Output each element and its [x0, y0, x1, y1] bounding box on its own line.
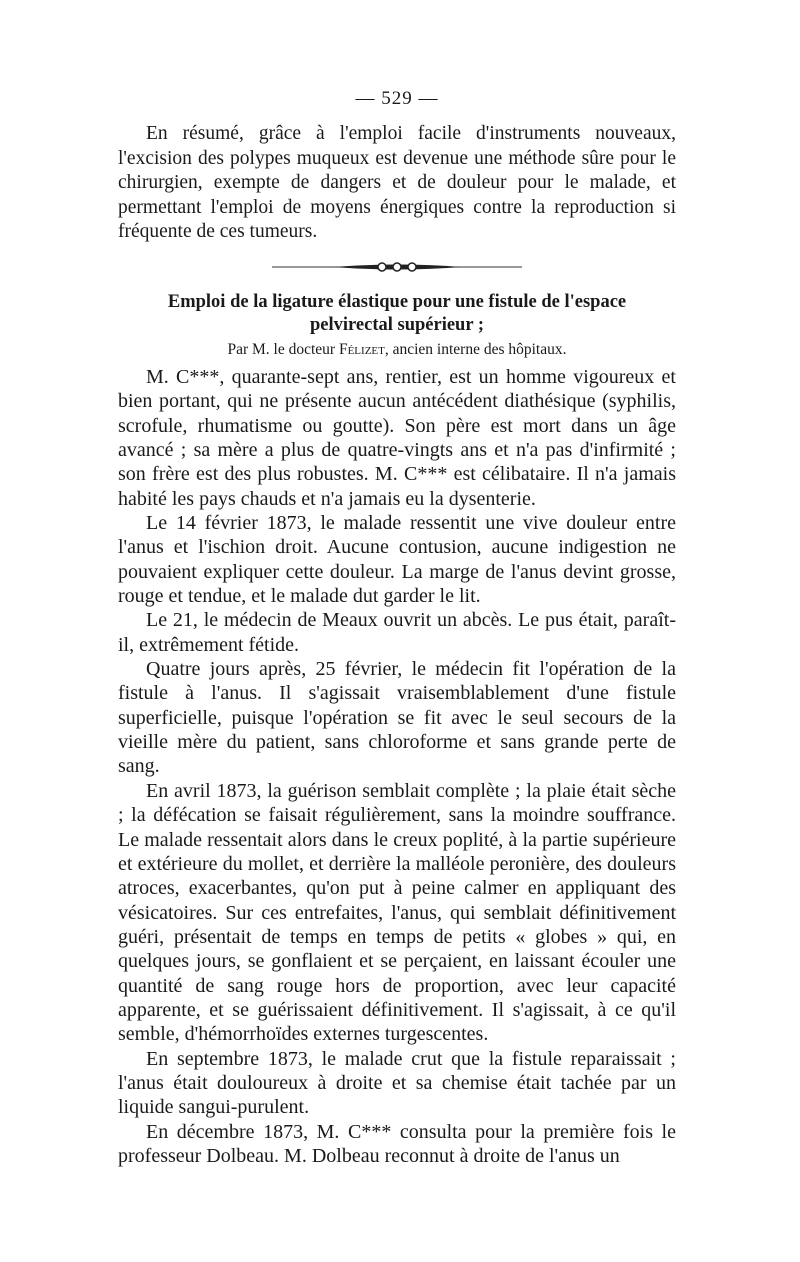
body-paragraph: M. C***, quarante-sept ans, rentier, est un homme vigoureux et bien portant, qui ne présente aucun antécédent diathésique (syphilis, scrofule, rhumatisme ou goutte). Son père est mort dans un âge avancé ; sa mère a plus de quatre-vingts ans et n'a pas d'infirmité ; son frère est des plus robustes. M. C*** est célibataire. Il n'a jamais habité les pays chauds et n'a jamais eu la dysenterie. — [118, 365, 676, 510]
body-paragraph: En avril 1873, la guérison semblait complète ; la plaie était sèche ; la défécation se faisait régulièrement, sans la moindre souffrance. Le malade ressentait alors dans le creux poplité, à la partie supérieure et extérieure du mollet, et derrière la malléole peronière, des douleurs atroces, exacerbantes, qu'on put à peine calmer en appliquant des vésicatoires. Sur ces entrefaites, l'anus, qui semblait définitivement guéri, présentait de temps en temps de petits « globes » qui, en quelques jours, se gonflaient et se perçaient, en laissant écouler une quantité de sang rouge hors de proportion, avec leur capacité apparente, et se guérissaient définitivement. Il s'agissait, à ce qu'il semble, d'hémorrhoïdes externes turgescentes. — [118, 779, 676, 1046]
body-paragraph: En décembre 1873, M. C*** consulta pour la première fois le professeur Dolbeau. M. Dolbeau reconnut à droite de l'anus un — [118, 1120, 676, 1167]
body-paragraph: Le 21, le médecin de Meaux ouvrit un abcès. Le pus était, paraît-il, extrêmement fétide. — [118, 609, 676, 656]
page-number: — 529 — — [355, 88, 439, 109]
book-page — [118, 88, 676, 1168]
article-title-line-2: pelvirectal supérieur ; — [309, 314, 484, 335]
intro-paragraph: En résumé, grâce à l'emploi facile d'instruments nouveaux, l'excision des polypes muqueux est devenue une méthode sûre pour le chirurgien, exempte de dangers et de douleur pour le malade, et permettant l'emploi de moyens énergiques contre la reproduction si fréquente de ces tumeurs. — [118, 123, 676, 243]
article-title-line-1: Emploi de la ligature élastique pour une fistule de l'espace — [167, 291, 627, 312]
ornamental-divider — [118, 261, 676, 273]
author-prefix: Par M. le docteur — [227, 340, 339, 358]
body-paragraph: Quatre jours après, 25 février, le médecin fit l'opération de la fistule à l'anus. Il s'agissait vraisemblablement d'une fistule superficielle, puisque l'opération se fit avec le seul secours de la vieille mère du patient, sans chloroforme et sans grande perte de sang. — [118, 658, 676, 778]
author-name: Félizet — [338, 340, 385, 358]
divider-ornament-icon — [272, 261, 522, 273]
article-body — [118, 365, 676, 1168]
author-line — [118, 341, 676, 359]
author-suffix: , ancien interne des hôpitaux. — [384, 340, 567, 358]
body-paragraph: Le 14 février 1873, le malade ressentit une vive douleur entre l'anus et l'ischion droit. Aucune contusion, aucune indigestion ne pouvaient expliquer cette douleur. La marge de l'anus devint grosse, rouge et tendue, et le malade dut garder le lit. — [118, 512, 676, 608]
body-paragraph: En septembre 1873, le malade crut que la fistule reparaissait ; l'anus était douloureux à droite et sa chemise était tachée par un liquide sangui-purulent. — [118, 1047, 676, 1119]
